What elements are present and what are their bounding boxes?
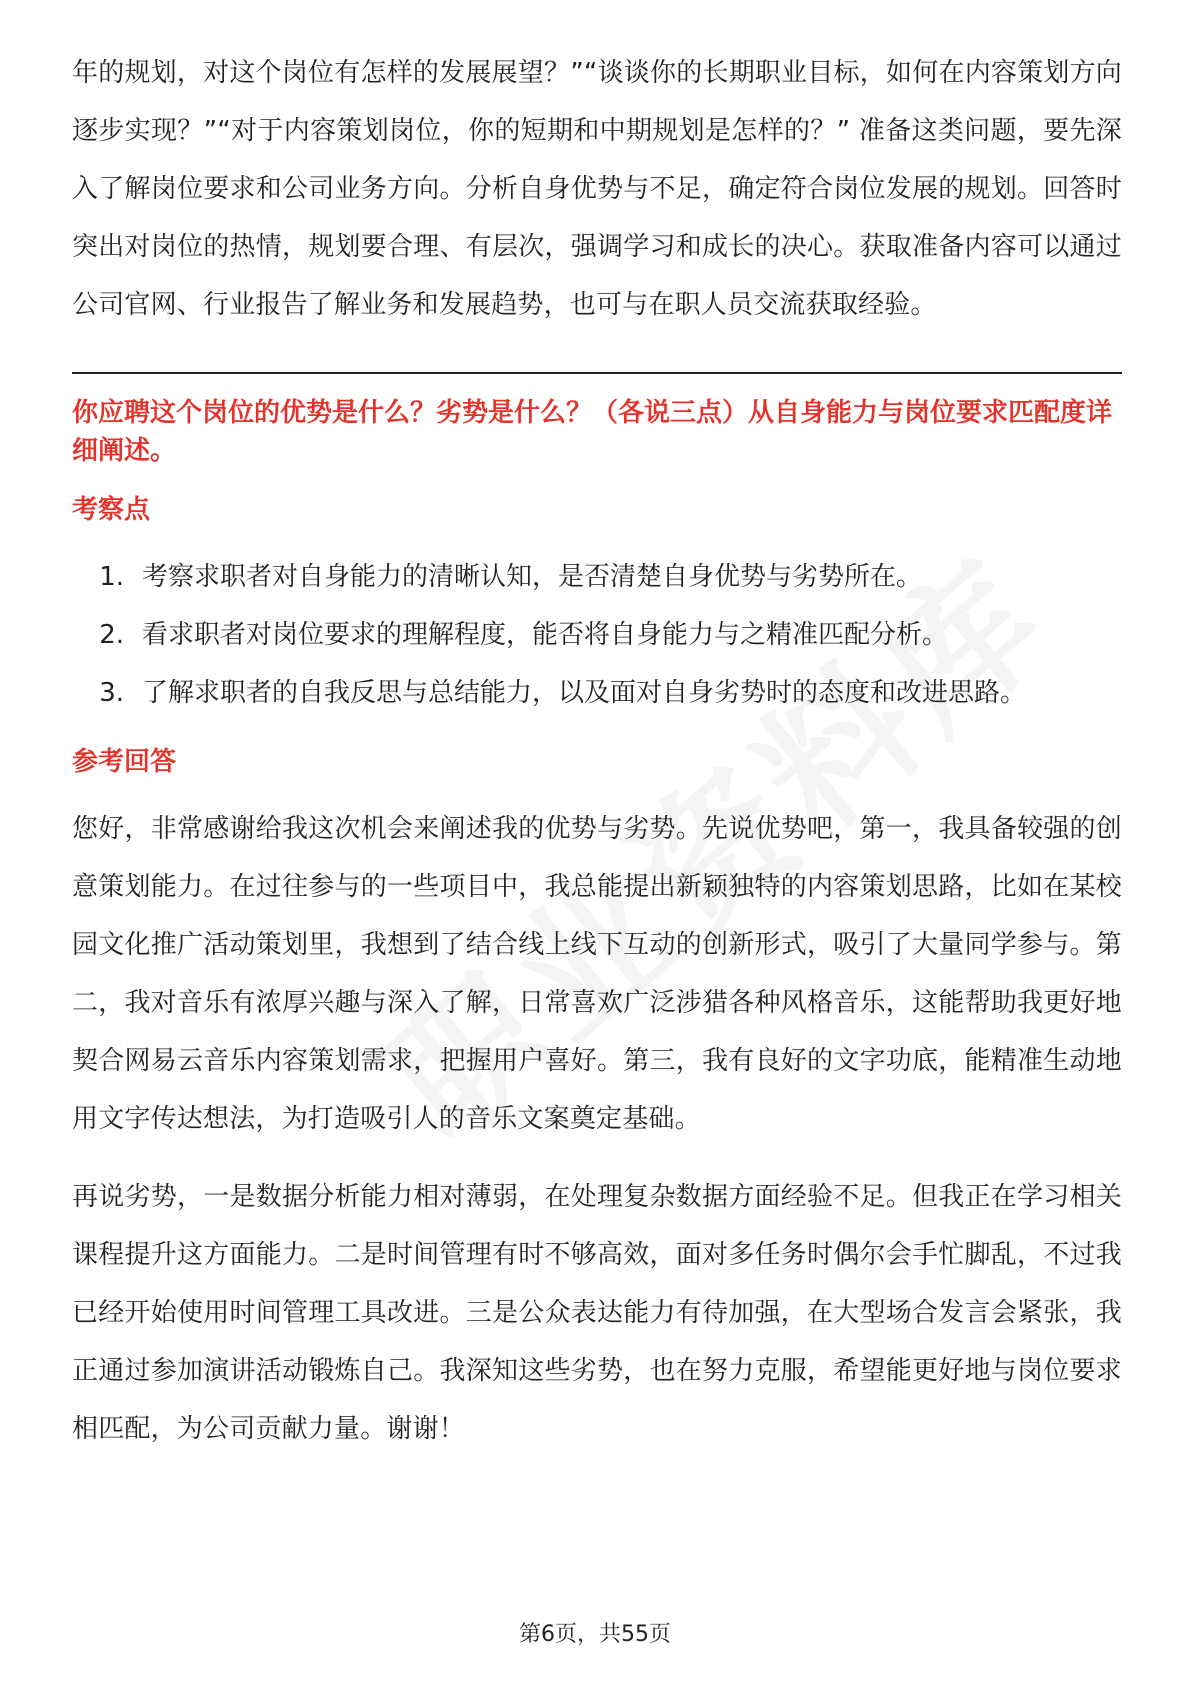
list-item [72, 548, 1122, 606]
list-item-number: 3. [99, 678, 124, 708]
list-item-text: 考察求职者对自身能力的清晰认知，是否清楚自身优势与劣势所在。 [142, 562, 923, 592]
list-item-number: 2. [99, 620, 124, 650]
section-divider [72, 372, 1122, 374]
list-item-text: 了解求职者的自我反思与总结能力，以及面对自身劣势时的态度和改进思路。 [142, 678, 1027, 708]
question-title: 你应聘这个岗位的优势是什么？劣势是什么？（各说三点）从自身能力与岗位要求匹配度详细阐述。 [72, 398, 1113, 466]
list-item-number: 1. [99, 562, 124, 592]
focus-points-list [72, 548, 1122, 722]
intro-paragraph: 年的规划，对这个岗位有怎样的发展展望？”“谈谈你的长期职业目标，如何在内容策划方向逐步实现？”“对于内容策划岗位，你的短期和中期规划是怎样的？” 准备这类问题，要先深入了解岗位要求和公司业务方向。分析自身优势与不足，确定符合岗位发展的规划。回答时突出对岗位的热情，规划要合理、有层次，强调学习和成长的决心。获取准备内容可以通过公司官网、行业报告了解业务和发展趋势，也可与在职人员交流获取经验。 [72, 58, 1122, 320]
list-item [72, 606, 1122, 664]
answer-block [72, 800, 1122, 1458]
answer-paragraph: 再说劣势，一是数据分析能力相对薄弱，在处理复杂数据方面经验不足。但我正在学习相关课程提升这方面能力。二是时间管理有时不够高效，面对多任务时偶尔会手忙脚乱，不过我已经开始使用时间管理工具改进。三是公众表达能力有待加强，在大型场合发言会紧张，我正通过参加演讲活动锻炼自己。我深知这些劣势，也在努力克服，希望能更好地与岗位要求相匹配，为公司贡献力量。谢谢！ [72, 1182, 1122, 1444]
answer-heading: 参考回答 [72, 747, 177, 777]
list-item-text: 看求职者对岗位要求的理解程度，能否将自身能力与之精准匹配分析。 [142, 620, 949, 650]
focus-heading: 考察点 [72, 495, 151, 525]
page-number-footer: 第6页，共55页 [519, 1622, 671, 1647]
answer-paragraph: 您好，非常感谢给我这次机会来阐述我的优势与劣势。先说优势吧，第一，我具备较强的创意策划能力。在过往参与的一些项目中，我总能提出新颖独特的内容策划思路，比如在某校园文化推广活动策划里，我想到了结合线上线下互动的创新形式，吸引了大量同学参与。第二，我对音乐有浓厚兴趣与深入了解，日常喜欢广泛涉猎各种风格音乐，这能帮助我更好地契合网易云音乐内容策划需求，把握用户喜好。第三，我有良好的文字功底，能精准生动地用文字传达想法，为打造吸引人的音乐文案奠定基础。 [72, 814, 1122, 1134]
page-content [72, 44, 1122, 1458]
list-item [72, 664, 1122, 722]
